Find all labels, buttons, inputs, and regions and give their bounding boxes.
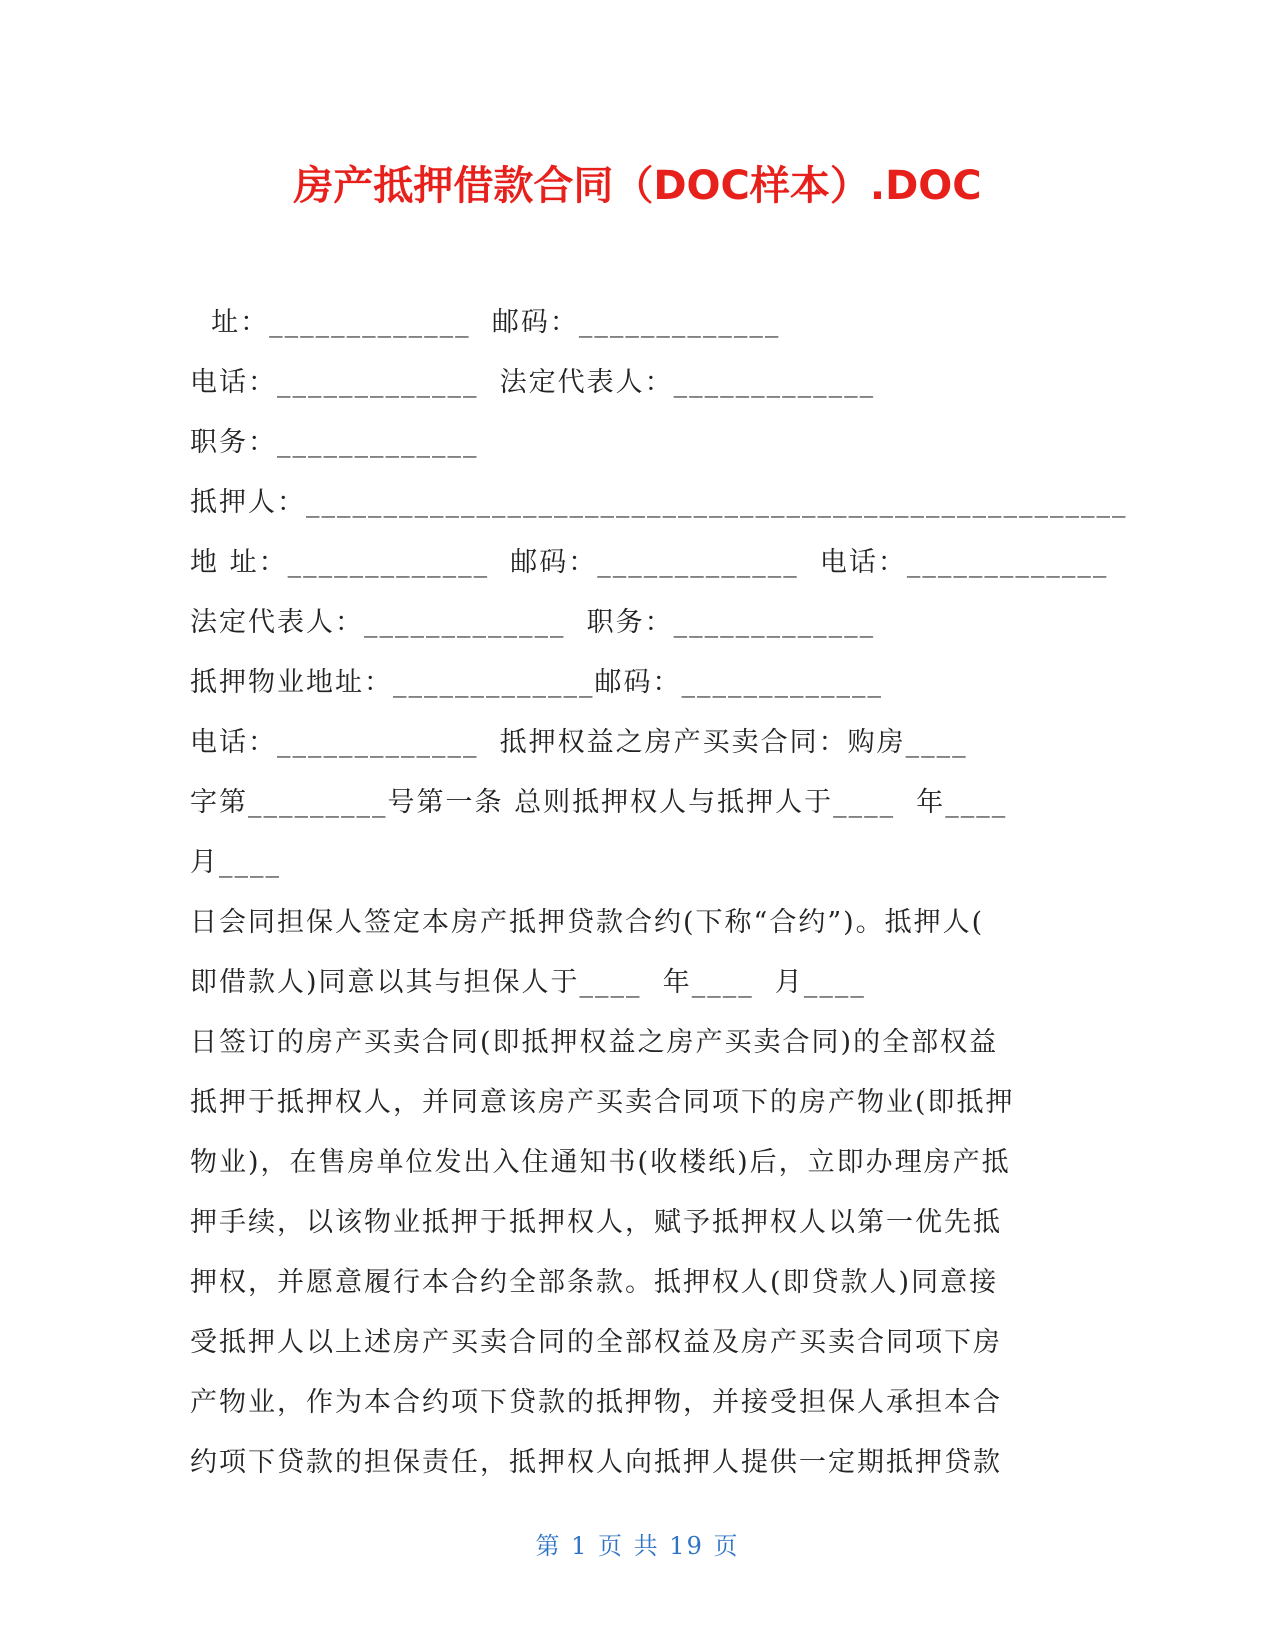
body-line: 月____ — [190, 847, 281, 878]
body-line: 受抵押人以上述房产买卖合同的全部权益及房产买卖合同项下房 — [190, 1327, 1002, 1358]
body-line: 押权，并愿意履行本合约全部条款。抵押权人(即贷款人)同意接 — [190, 1267, 999, 1298]
page-number-footer: 第 1 页 共 19 页 — [535, 1532, 740, 1560]
body-line: 抵押物业地址：_____________邮码：_____________ — [190, 667, 883, 698]
body-line: 日会同担保人签定本房产抵押贷款合约(下称“合约”)。抵押人( — [190, 907, 985, 938]
body-line: 法定代表人：_____________ 职务：_____________ — [190, 607, 876, 638]
body-line: 即借款人)同意以其与担保人于____ 年____ 月____ — [190, 967, 866, 998]
body-line: 电话：_____________ 法定代表人：_____________ — [190, 367, 876, 398]
body-line: 日签订的房产买卖合同(即抵押权益之房产买卖合同)的全部权益 — [190, 1027, 999, 1058]
document-title: 房产抵押借款合同（DOC样本）.DOC — [293, 163, 982, 209]
body-line: 抵押于抵押权人，并同意该房产买卖合同项下的房产物业(即抵押 — [190, 1087, 1015, 1118]
body-line: 字第_________号第一条 总则抵押权人与抵押人于____ 年____ — [190, 787, 1008, 818]
body-line: 地 址：_____________ 邮码：_____________ 电话：_____________ — [190, 547, 1109, 578]
body-line: 物业)，在售房单位发出入住通知书(收楼纸)后，立即办理房产抵 — [190, 1147, 1011, 1178]
body-line: 职务：_____________ — [190, 427, 479, 458]
body-line: 抵押人：_____________________________________________________ — [190, 487, 1128, 518]
document-body — [190, 293, 1128, 1493]
body-line: 约项下贷款的担保责任，抵押权人向抵押人提供一定期抵押贷款 — [190, 1447, 1002, 1478]
body-line: 址：_____________ 邮码：_____________ — [190, 307, 781, 338]
body-line: 电话：_____________ 抵押权益之房产买卖合同：购房____ — [190, 727, 968, 758]
body-line: 产物业，作为本合约项下贷款的抵押物，并接受担保人承担本合 — [190, 1387, 1002, 1418]
body-line: 押手续，以该物业抵押于抵押权人，赋予抵押权人以第一优先抵 — [190, 1207, 1002, 1238]
